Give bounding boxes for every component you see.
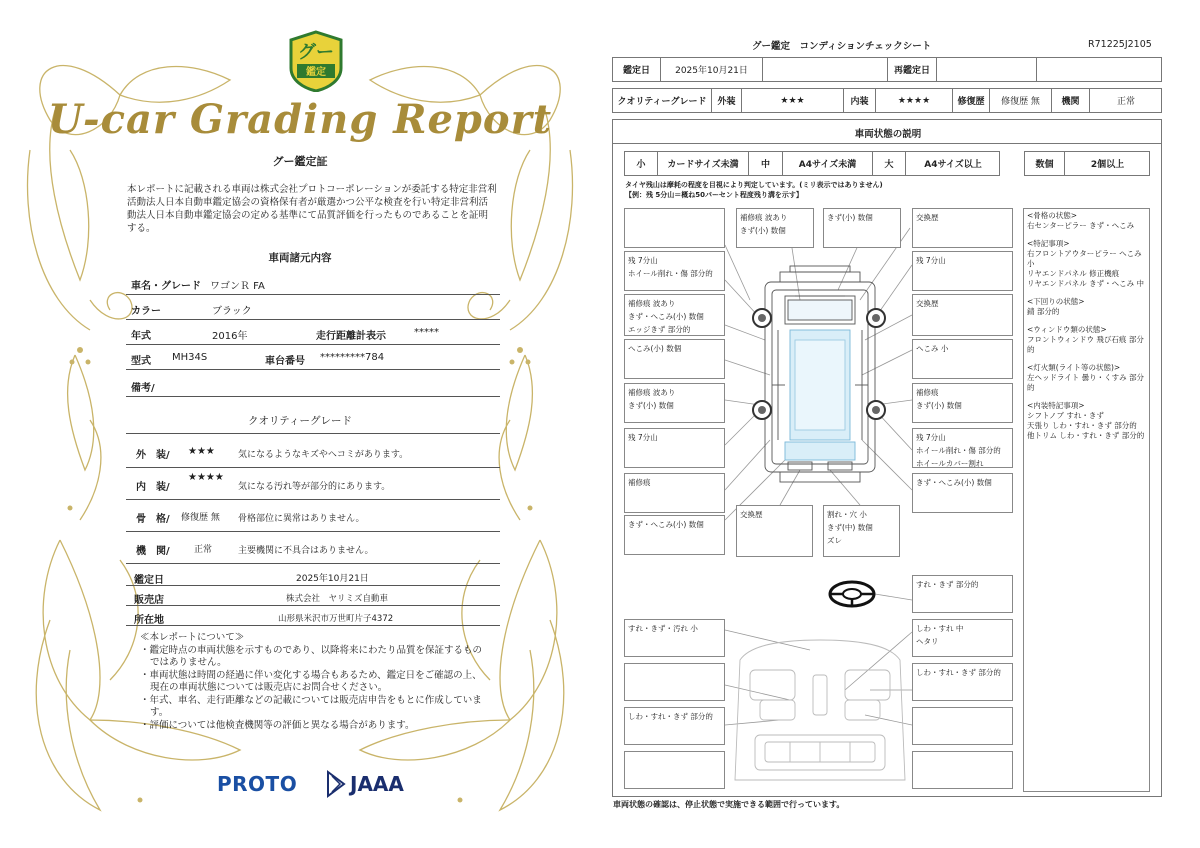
grade-label-interior: 内 装/ xyxy=(136,482,170,493)
interior-note-right-4 xyxy=(912,751,1013,789)
info-label-date: 鑑定日 xyxy=(134,575,164,586)
count-label: 数個 xyxy=(1025,152,1065,175)
sheet-grade-label: クオリティーグレード xyxy=(613,89,712,112)
spec-label-color: カラー xyxy=(131,306,161,317)
remarks-line: 左ヘッドライト 曇り・くすみ 部分的 xyxy=(1027,373,1145,392)
exterior-note-left-rear-door: 補修痕 波あり きず(小) 数個 xyxy=(624,383,725,423)
exterior-note-right-fender: 交換歴 xyxy=(912,294,1013,336)
exterior-note-left-fender: 補修痕 波あり きず・へこみ(小) 数個 エッジきず 部分的 xyxy=(624,294,725,336)
remarks-line: シフトノブ すれ・きず xyxy=(1027,411,1104,420)
engine-label: 機関 xyxy=(1052,89,1090,112)
tire-note-front-right: 残 7分山 xyxy=(912,251,1013,291)
grade-value-interior: ★★★★ xyxy=(188,472,224,483)
proto-logo: PROTO xyxy=(217,772,298,796)
certificate-title: グー鑑定証 xyxy=(272,155,328,168)
exterior-note-front-right: 交換歴 xyxy=(912,208,1013,248)
grade-value-frame: 修復歴 無 xyxy=(181,513,220,523)
spec-row-model xyxy=(126,346,500,370)
remarks-line: リヤエンドパネル きず・へこみ 中 xyxy=(1027,279,1144,288)
notes-item: ・鑑定時点の車両状態を示すものであり、以降将来にわたり品質を保証するものではありません。 xyxy=(140,644,483,668)
spec-label-mileage: 走行距離計表示 xyxy=(316,331,386,342)
exterior-note-rear-bumper: 割れ・穴 小 きず(中) 数個 ズレ xyxy=(823,505,900,557)
exterior-note-right-front-door: へこみ 小 xyxy=(912,339,1013,379)
remarks-line: 錆 部分的 xyxy=(1027,307,1060,316)
grade-value-exterior: ★★★ xyxy=(188,446,215,457)
legend-large: 大 xyxy=(873,152,906,175)
grade-row-frame xyxy=(126,500,500,532)
grade-section-title: クオリティーグレード xyxy=(248,415,352,427)
interior-note-left-3: しわ・すれ・きず 部分的 xyxy=(624,707,725,745)
spec-row-remarks xyxy=(126,373,500,397)
grade-row-interior xyxy=(126,468,500,500)
grade-label-exterior: 外 装/ xyxy=(136,450,170,461)
exterior-note-right-rear-door: 補修痕 きず(小) 数個 xyxy=(912,383,1013,423)
spec-value-color: ブラック xyxy=(212,306,252,317)
jaaa-logo: JAAA xyxy=(350,772,404,796)
legend-small-desc: カードサイズ未満 xyxy=(658,152,749,175)
jaaa-emblem-icon xyxy=(326,770,346,798)
grade-divider xyxy=(126,433,500,434)
goo-kantei-badge-icon xyxy=(287,30,345,92)
remarks-heading: <骨格の状態> xyxy=(1027,211,1078,220)
engine-value: 正常 xyxy=(1116,97,1135,107)
interior-note-steering: すれ・きず 部分的 xyxy=(912,575,1013,613)
remarks-line: フロントウィンドウ 飛び石痕 部分的 xyxy=(1027,335,1144,354)
grade-label-frame: 骨 格/ xyxy=(136,514,170,525)
info-label-shop: 販売店 xyxy=(134,595,164,606)
section-title: 車両状態の説明 xyxy=(854,129,922,140)
remarks-heading: <下回りの状態> xyxy=(1027,297,1085,306)
remarks-lights xyxy=(1027,363,1146,393)
remarks-interior xyxy=(1027,401,1146,441)
exterior-note-rear-left: きず・へこみ(小) 数個 xyxy=(624,515,725,555)
notes-item: ・評価については他検査機関等の評価と異なる場合があります。 xyxy=(140,719,415,731)
exterior-note-hood: きず(小) 数個 xyxy=(823,208,901,248)
sheet-footer-note: 車両状態の確認は、停止状態で実施できる範囲で行っています。 xyxy=(613,800,845,809)
info-value-address: 山形県米沢市万世町片子4372 xyxy=(278,614,394,624)
report-notes xyxy=(140,632,490,732)
spec-value-mileage: ***** xyxy=(414,327,439,338)
interior-note-left-4 xyxy=(624,751,725,789)
exterior-label: 外装 xyxy=(712,89,742,112)
interior-value: ★★★★ xyxy=(876,89,953,112)
spec-value-model: MH34S xyxy=(172,352,208,363)
spec-value-year: 2016年 xyxy=(212,331,248,342)
tire-note-rear-left: 残 7分山 xyxy=(624,428,725,468)
remarks-windows xyxy=(1027,325,1146,355)
grade-value-engine: 正常 xyxy=(194,545,213,555)
remarks-line: 右フロントアウターピラー へこみ 小 xyxy=(1027,249,1142,268)
notes-item: ・車両状態は時間の経過に伴い変化する場合もあるため、鑑定日をご確認の上、現在の車両状態については販売店にお問合せください。 xyxy=(140,669,482,693)
remarks-frame xyxy=(1027,211,1146,231)
exterior-note-back-door: 交換歴 xyxy=(736,505,813,557)
legend-small: 小 xyxy=(625,152,658,175)
grade-row-engine xyxy=(126,532,500,564)
date-label: 鑑定日 xyxy=(613,58,661,81)
remarks-panel xyxy=(1023,208,1150,792)
date-value: 2025年10月21日 xyxy=(661,58,763,81)
remarks-underbody xyxy=(1027,297,1146,317)
count-value: 2個以上 xyxy=(1090,160,1125,170)
redate-label: 再鑑定日 xyxy=(888,58,937,81)
info-label-address: 所在地 xyxy=(134,615,164,626)
grade-note-exterior: 気になるようなキズやヘコミがあります。 xyxy=(238,450,409,460)
spec-label-year: 年式 xyxy=(131,331,151,342)
exterior-note-left-quarter: 補修痕 xyxy=(624,473,725,513)
spec-row-year xyxy=(126,321,500,345)
grade-note-frame: 骨格部位に異常はありません。 xyxy=(238,514,365,524)
footer-logos xyxy=(0,770,600,800)
spec-label-model: 型式 xyxy=(131,356,151,367)
spec-label-chassis: 車台番号 xyxy=(265,356,305,367)
notes-heading: ≪本レポートについて≫ xyxy=(140,632,245,643)
legend-medium: 中 xyxy=(749,152,783,175)
condition-check-sheet xyxy=(600,0,1200,848)
spec-row-color xyxy=(126,296,500,320)
remarks-special xyxy=(1027,239,1146,289)
remarks-heading: <灯火類(ライト等の状態)> xyxy=(1027,363,1121,372)
interior-note-left-2 xyxy=(624,663,725,701)
tire-note-1: タイヤ残山は摩耗の程度を目視により判定しています。(ミリ表示ではありません) xyxy=(625,181,883,189)
grade-note-engine: 主要機関に不具合はありません。 xyxy=(238,546,374,556)
spec-value-chassis: *********784 xyxy=(320,352,385,363)
remarks-line: 右センターピラー きず・へこみ xyxy=(1027,221,1135,230)
steering-wheel-icon xyxy=(830,582,874,606)
repair-label: 修復歴 xyxy=(953,89,990,112)
tire-note-rear-right: 残 7分山 ホイール削れ・傷 部分的 ホイールカバー割れ xyxy=(912,428,1013,468)
spec-section-title: 車両諸元内容 xyxy=(268,252,332,264)
info-row-address xyxy=(126,608,500,626)
repair-value: 修復歴 無 xyxy=(990,89,1052,112)
info-value-shop: 株式会社 ヤリミズ自動車 xyxy=(286,594,389,604)
interior-note-right-3 xyxy=(912,707,1013,745)
tire-note-front-left: 残 7分山 ホイール削れ・傷 部分的 xyxy=(624,251,725,291)
spec-value-name: ワゴンＲ FA xyxy=(210,281,265,292)
grade-note-interior: 気になる汚れ等が部分的にあります。 xyxy=(238,482,391,492)
exterior-note-front-left xyxy=(624,208,725,248)
spec-label-remarks: 備考/ xyxy=(131,383,155,394)
info-row-date xyxy=(126,568,500,586)
interior-note-right-1: しわ・すれ 中 ヘタリ xyxy=(912,619,1013,657)
interior-note-left-1: すれ・きず・汚れ 小 xyxy=(624,619,725,657)
remarks-heading: <特記事項> xyxy=(1027,239,1070,248)
remarks-line: 天張り しわ・すれ・きず 部分的 xyxy=(1027,421,1137,430)
exterior-note-right-quarter: きず・へこみ(小) 数個 xyxy=(912,473,1013,513)
sheet-title: グー鑑定 コンディションチェックシート xyxy=(752,41,932,52)
remarks-heading: <ウィンドウ類の状態> xyxy=(1027,325,1107,334)
grade-label-engine: 機 関/ xyxy=(136,546,170,557)
tire-note-2: 【例：残 5分山＝概ね50パーセント程度残り溝を示す】 xyxy=(625,191,803,199)
remarks-line: 他トリム しわ・すれ・きず 部分的 xyxy=(1027,431,1145,440)
remarks-heading: <内装特記事項> xyxy=(1027,401,1085,410)
notes-item: ・年式、車名、走行距離などの記載については販売店申告をもとに作成しています。 xyxy=(140,694,482,718)
sheet-code: R71225J2105 xyxy=(1088,39,1152,50)
spec-label-name: 車名・グレード xyxy=(131,281,201,292)
exterior-note-front-bumper: 補修痕 波あり きず(小) 数個 xyxy=(736,208,814,248)
info-value-date: 2025年10月21日 xyxy=(296,574,369,584)
svg-text:グー: グー xyxy=(298,42,334,63)
remarks-line: リヤエンドパネル 修正機痕 xyxy=(1027,269,1120,278)
legend-medium-desc: A4サイズ未満 xyxy=(783,152,873,175)
exterior-note-left-front-door: へこみ(小) 数個 xyxy=(624,339,725,379)
svg-text:鑑定: 鑑定 xyxy=(306,67,326,78)
report-script-title: U-car Grading Report xyxy=(47,96,553,143)
legend-large-desc: A4サイズ以上 xyxy=(924,160,982,170)
info-row-shop xyxy=(126,588,500,606)
grade-row-exterior xyxy=(126,436,500,468)
interior-label: 内装 xyxy=(844,89,876,112)
interior-note-right-2: しわ・すれ・きず 部分的 xyxy=(912,663,1013,701)
exterior-value: ★★★ xyxy=(742,89,844,112)
certificate-body: 本レポートに記載される車両は株式会社プロトコーポレーションが委託する特定非営利活動法人日本自動車鑑定協会の資格保有者が厳選かつ公平な検査を行い特定非営利活動法人日本自動車鑑定協会の定める基準にて品質評価を行ったものであることを証明する。 xyxy=(127,184,497,234)
spec-row-name xyxy=(126,271,500,295)
